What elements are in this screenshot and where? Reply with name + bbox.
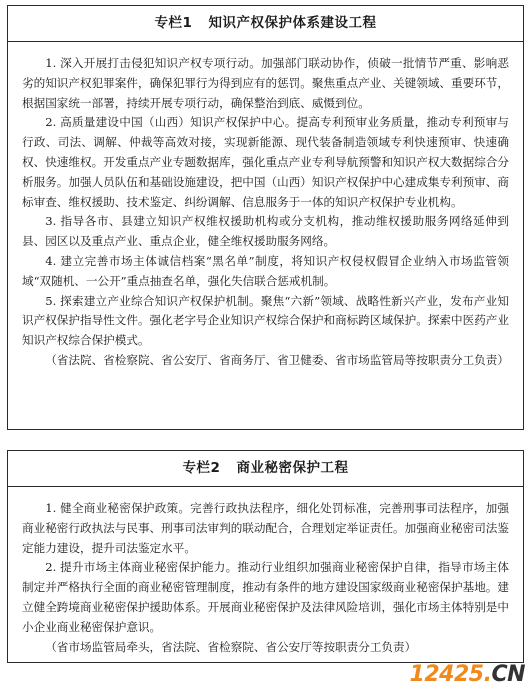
column1-box (7, 5, 524, 430)
column2-body (8, 487, 523, 657)
column2-title: 商业秘密保护工程 (236, 460, 349, 476)
column2-responsibility-note: （省市场监管局牵头，省法院、省检察院、省公安厅等按职责分工负责） (45, 639, 417, 654)
watermark-dot: . (483, 662, 492, 687)
site-watermark (410, 662, 525, 687)
column1-title: 知识产权保护体系建设工程 (208, 15, 377, 31)
column1-label: 专栏1 (154, 15, 193, 31)
watermark-suffix: CN (491, 662, 525, 687)
column1-paragraph-5: 5. 探索建立产业综合知识产权保护机制。聚焦“六新”领域、战略性新兴产业，发布产业知识产权保护指导性文件。强化老字号企业知识产权综合保护和商标跨区域保护。探索中医药产业知识产权综合保护模式。 (22, 293, 509, 348)
column1-paragraph-1: 1. 深入开展打击侵犯知识产权专项行动。加强部门联动协作，侦破一批情节严重、影响恶劣的知识产权犯罪案件，确保犯罪行为得到应有的惩罚。聚焦重点产业、关键领域、重要环节，根据国家统一部署，持续开展专项行动，确保整治到底、威慑到位。 (22, 56, 509, 110)
column2-paragraph-2: 2. 提升市场主体商业秘密保护能力。推动行业组织加强商业秘密保护自律，指导市场主体制定并严格执行全面的商业秘密管理制度，推动有条件的地方建设国家级商业秘密保护基地。建立健全跨境商业秘密保护援助体系。开展商业秘密保护及法律风险培训，强化市场主体特别是中小企业商业秘密保护意识。 (22, 560, 509, 634)
column2-label: 专栏2 (182, 460, 221, 476)
watermark-number: 12425 (409, 662, 484, 687)
column1-body (8, 42, 523, 371)
column1-header (8, 6, 523, 42)
column2-box (7, 450, 524, 663)
column1-paragraph-3: 3. 指导各市、县建立知识产权维权援助机构或分支机构，推动维权援助服务网络延伸到县、园区以及重点产业、重点企业，健全维权援助服务网络。 (22, 214, 509, 249)
column1-paragraph-4: 4. 建立完善市场主体诚信档案“黑名单”制度，将知识产权侵权假冒企业纳入市场监管领域“双随机、一公开”重点抽查名单，强化失信联合惩戒机制。 (22, 253, 509, 288)
column1-responsibility-note: （省法院、省检察院、省公安厅、省商务厅、省卫健委、省市场监管局等按职责分工负责） (45, 352, 509, 367)
column1-paragraph-2: 2. 高质量建设中国（山西）知识产权保护中心。提高专利预审业务质量，推动专利预审与行政、司法、调解、仲裁等高效对接，实现新能源、现代装备制造领域专利快速预审、快速确权、快速维权。开发重点产业专题数据库，强化重点产业专利导航预警和知识产权大数据综合分析服务。加强人员队伍和基础设施建设，把中国（山西）知识产权保护中心建成集专利预审、商标审查、维权援助、技术鉴定、纠纷调解、信息服务于一体的知识产权保护专业机构。 (22, 115, 509, 209)
column2-paragraph-1: 1. 健全商业秘密保护政策。完善行政执法程序，细化处罚标准，完善刑事司法程序，加强商业秘密行政执法与民事、刑事司法审判的联动配合，合理划定举证责任。加强商业秘密司法鉴定能力建设，提升司法鉴定水平。 (22, 501, 509, 555)
column2-header (8, 451, 523, 487)
